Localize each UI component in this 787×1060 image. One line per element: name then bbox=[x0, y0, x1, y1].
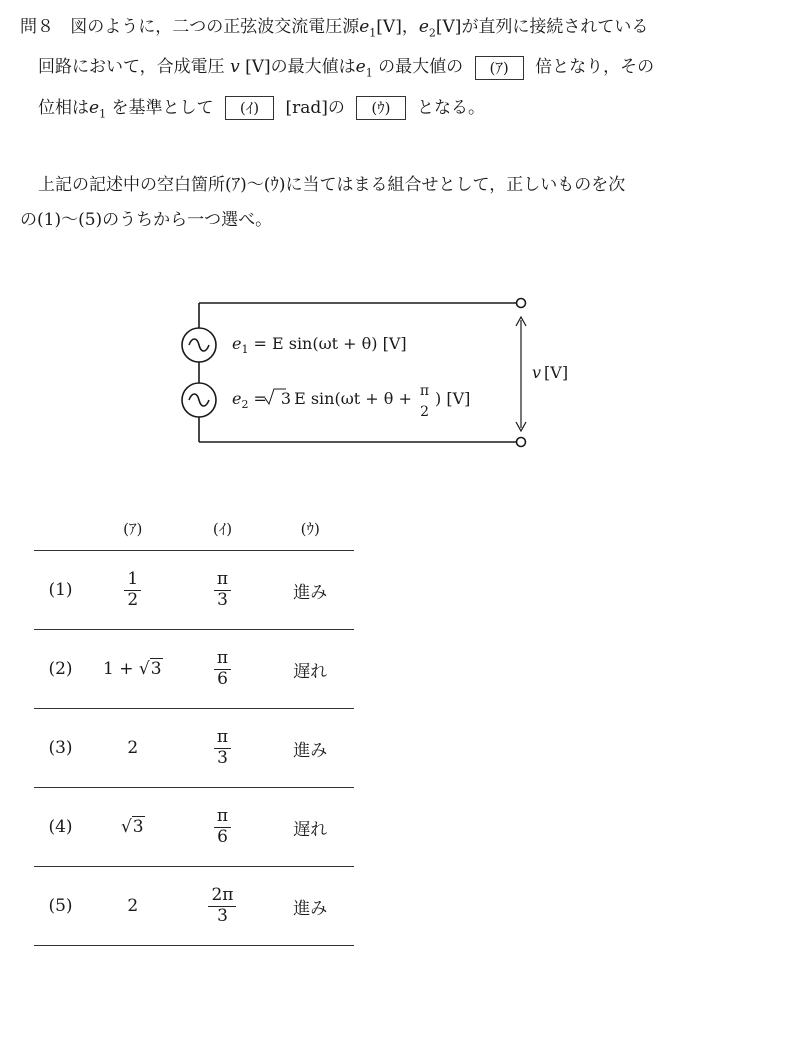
header-cell-u: (ｳ) bbox=[266, 506, 354, 551]
table-row bbox=[34, 867, 354, 946]
cell-a: 2 bbox=[87, 867, 179, 946]
table-row bbox=[34, 709, 354, 788]
question-line-1: 問８ 図のように，二つの正弦波交流電圧源$e_1[V]$，$e_2[V]$が直列に接続されている bbox=[20, 17, 649, 40]
option-number: (1) bbox=[34, 551, 87, 630]
e1-equation: $e_1 = E$ sin(ωt + θ) [V] bbox=[232, 334, 407, 356]
question-text bbox=[20, 10, 770, 131]
instruction-text bbox=[20, 168, 770, 238]
question-line-2: 回路において，合成電圧 v [V]の最大値は$e_1$ の最大値の (ｱ) 倍となり，その bbox=[38, 57, 655, 80]
cell-i: $\frac{\pi}{3}$ bbox=[179, 551, 267, 630]
cell-u: 進み bbox=[266, 709, 354, 788]
e2-equation: $e_2 = 3$ E sin(ωt + θ + π 2) [V] bbox=[232, 383, 471, 420]
table-row bbox=[34, 551, 354, 630]
v-label-text: v [V] bbox=[532, 363, 569, 382]
table-row bbox=[34, 630, 354, 709]
cell-u: 遅れ bbox=[266, 788, 354, 867]
option-number: (4) bbox=[34, 788, 87, 867]
blank-i: (ｲ) bbox=[225, 96, 274, 120]
answer-table bbox=[34, 506, 354, 946]
question-line-3: 位相は$e_1$ を基準として (ｲ) [rad]の (ｳ) となる。 bbox=[38, 97, 485, 121]
header-cell-i: (ｲ) bbox=[179, 506, 267, 551]
question-number: 問８ bbox=[20, 17, 54, 37]
cell-i: $\frac{\pi}{6}$ bbox=[179, 630, 267, 709]
option-number: (5) bbox=[34, 867, 87, 946]
cell-i: $\frac{2\pi}{3}$ bbox=[179, 867, 267, 946]
cell-a: 1 + √3 bbox=[87, 630, 179, 709]
instruction-line-1: 上記の記述中の空白箇所(ｱ)～(ｳ)に当てはまる組合せとして，正しいものを次 bbox=[38, 175, 626, 195]
blank-a: (ｱ) bbox=[475, 56, 524, 80]
cell-u: 遅れ bbox=[266, 630, 354, 709]
option-number: (3) bbox=[34, 709, 87, 788]
cell-a: $\frac{1}{2}$ bbox=[87, 551, 179, 630]
circuit-diagram bbox=[170, 290, 569, 455]
table-row bbox=[34, 788, 354, 867]
terminal-top bbox=[517, 299, 526, 308]
cell-a: √3 bbox=[87, 788, 179, 867]
terminal-bottom bbox=[517, 438, 526, 447]
option-number: (2) bbox=[34, 630, 87, 709]
cell-a: 2 bbox=[87, 709, 179, 788]
cell-u: 進み bbox=[266, 867, 354, 946]
cell-i: $\frac{\pi}{6}$ bbox=[179, 788, 267, 867]
instruction-line-2: の(1)～(5)のうちから一つ選べ。 bbox=[20, 210, 273, 230]
header-cell-a: (ｱ) bbox=[87, 506, 179, 551]
table-header-row bbox=[34, 506, 354, 551]
blank-u: (ｳ) bbox=[356, 96, 405, 120]
cell-u: 進み bbox=[266, 551, 354, 630]
cell-i: $\frac{\pi}{3}$ bbox=[179, 709, 267, 788]
header-cell-empty bbox=[34, 506, 87, 551]
